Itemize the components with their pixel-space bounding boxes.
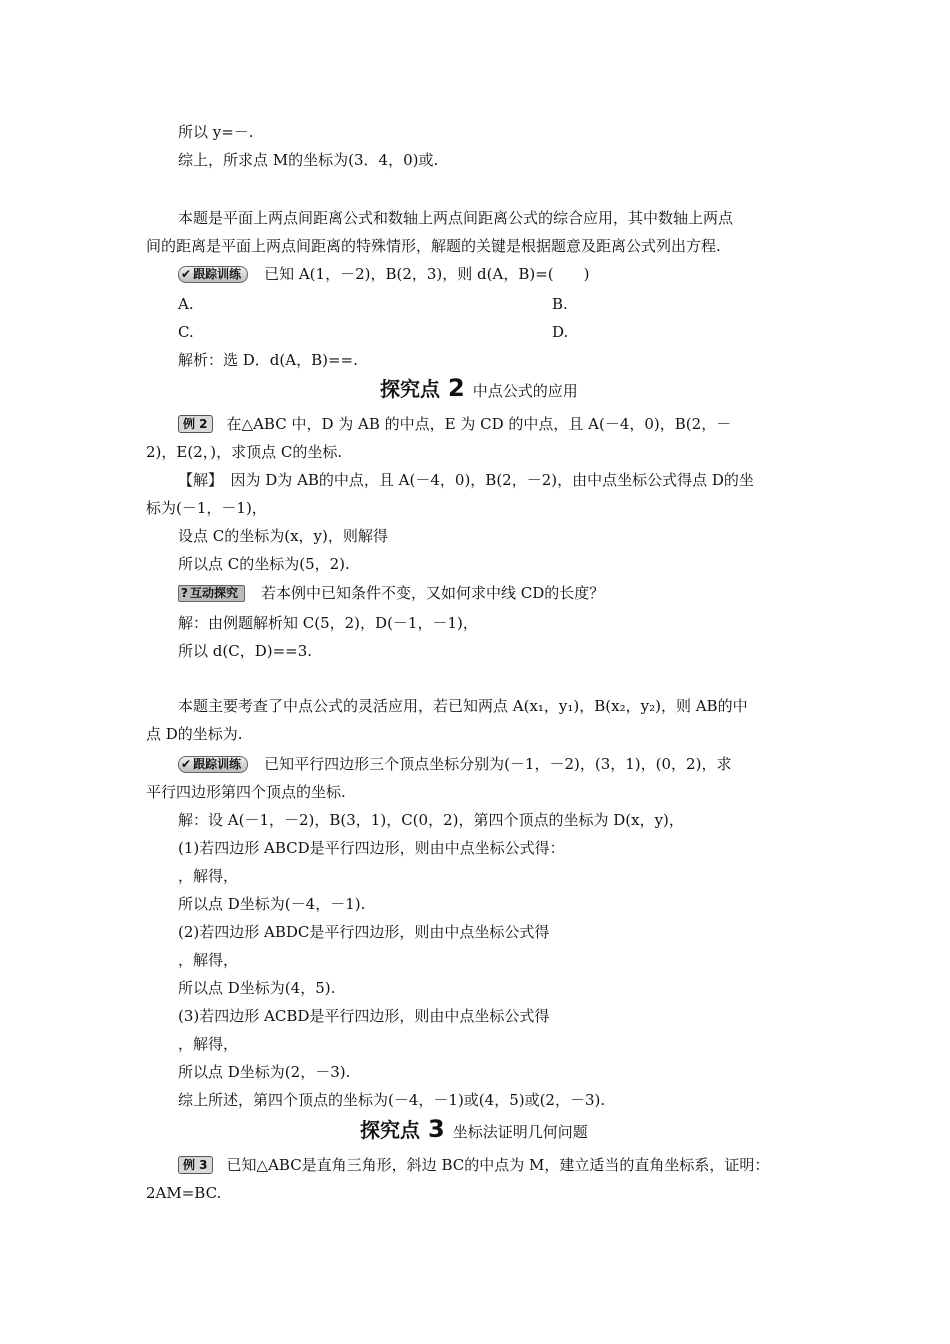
text-line: 解：由例题解析知 C(5，2)，D(－1，－1)， (178, 614, 478, 632)
text-line: 间的距离是平面上两点间距离的特殊情形，解题的关键是根据题意及距离公式列出方程. (146, 237, 721, 255)
section-number: 2 (448, 374, 465, 402)
text-line: 若本例中已知条件不变，又如何求中线 CD的长度？ (260, 584, 605, 602)
section-subtitle: 坐标法证明几何问题 (452, 1123, 588, 1141)
section-title: 探究点 (380, 377, 440, 401)
example-2 (178, 414, 731, 434)
text-line: 本题是平面上两点间距离公式和数轴上两点间距离公式的综合应用，其中数轴上两点 (178, 209, 734, 227)
text-line: 标为(－1，－1)， (146, 499, 267, 517)
text-line: 点 D的坐标为. (146, 725, 243, 743)
check-icon: ✔ (181, 757, 192, 771)
text-line: 【解】 因为 D为 AB的中点，且 A(－4，0)，B(2，－2)，由中点坐标公式得点 D的坐 (178, 471, 754, 489)
text-line: 2AM=BC. (146, 1184, 222, 1202)
text-line: 所以点 D坐标为(4，5). (178, 979, 336, 997)
question-icon: ? (181, 586, 188, 600)
section-number: 3 (428, 1115, 445, 1143)
text-line: (1)若四边形 ABCD是平行四边形，则由中点坐标公式得： (178, 839, 565, 857)
text-line: 已知 A(1，－2)，B(2，3)，则 d(A，B)=( ) (264, 265, 590, 283)
text-line: ，解得， (178, 951, 239, 969)
text-line: 在△ABC 中，D 为 AB 的中点，E 为 CD 的中点，且 A(－4，0)，B(2，－ (226, 415, 732, 433)
train-exercise-1 (178, 264, 590, 284)
text-line: (2)若四边形 ABDC是平行四边形，则由中点坐标公式得 (178, 923, 550, 941)
example-badge: 例 2 (178, 415, 213, 433)
interact-badge: ? 互动探究 (178, 585, 245, 602)
text-line: 本题主要考查了中点公式的灵活应用，若已知两点 A(x₁，y₁)，B(x₂，y₂)，则 AB的中 (178, 697, 748, 715)
option-a: A. (178, 295, 194, 313)
text-line: 综上，所求点 M的坐标为(3．4，0)或. (178, 151, 439, 169)
text-line: 所以点 D坐标为(2，－3). (178, 1063, 351, 1081)
text-line: 平行四边形第四个顶点的坐标. (146, 783, 346, 801)
option-d: D. (552, 323, 569, 341)
section-title: 探究点 (360, 1118, 420, 1142)
text-line: 所以点 C的坐标为(5，2). (178, 555, 350, 573)
interact-exploration (178, 583, 604, 603)
text-line: 解析：选 D．d(A，B)==. (178, 351, 358, 369)
text-line: 已知△ABC是直角三角形，斜边 BC的中点为 M，建立适当的直角坐标系，证明： (226, 1156, 770, 1174)
text-line: 2)，E(2，)，求顶点 C的坐标. (146, 443, 343, 461)
text-line: (3)若四边形 ACBD是平行四边形，则由中点坐标公式得 (178, 1007, 550, 1025)
check-icon: ✔ (181, 267, 192, 281)
option-b: B. (552, 295, 568, 313)
text-line: 解：设 A(－1，－2)，B(3，1)，C(0，2)，第四个顶点的坐标为 D(x，y)， (178, 811, 684, 829)
text-line: 所以 y=－. (178, 123, 254, 141)
text-line: 所以 d(C，D)==3. (178, 642, 313, 660)
example-3 (178, 1155, 769, 1175)
train-exercise-2 (178, 754, 731, 774)
text-line: 综上所述，第四个顶点的坐标为(－4，－1)或(4，5)或(2，－3). (178, 1091, 606, 1109)
text-line: ，解得， (178, 867, 239, 885)
section-heading-3 (360, 1115, 588, 1146)
option-c: C. (178, 323, 194, 341)
train-badge: ✔ 跟踪训练 (178, 266, 248, 283)
text-line: ，解得， (178, 1035, 239, 1053)
section-heading-2 (380, 374, 578, 405)
text-line: 已知平行四边形三个顶点坐标分别为(－1，－2)，(3，1)，(0，2)，求 (264, 755, 732, 773)
text-line: 设点 C的坐标为(x，y)，则解得 (178, 527, 388, 545)
section-subtitle: 中点公式的应用 (472, 382, 578, 400)
text-line: 所以点 D坐标为(－4，－1). (178, 895, 366, 913)
train-badge: ✔ 跟踪训练 (178, 756, 248, 773)
example-badge: 例 3 (178, 1156, 213, 1174)
